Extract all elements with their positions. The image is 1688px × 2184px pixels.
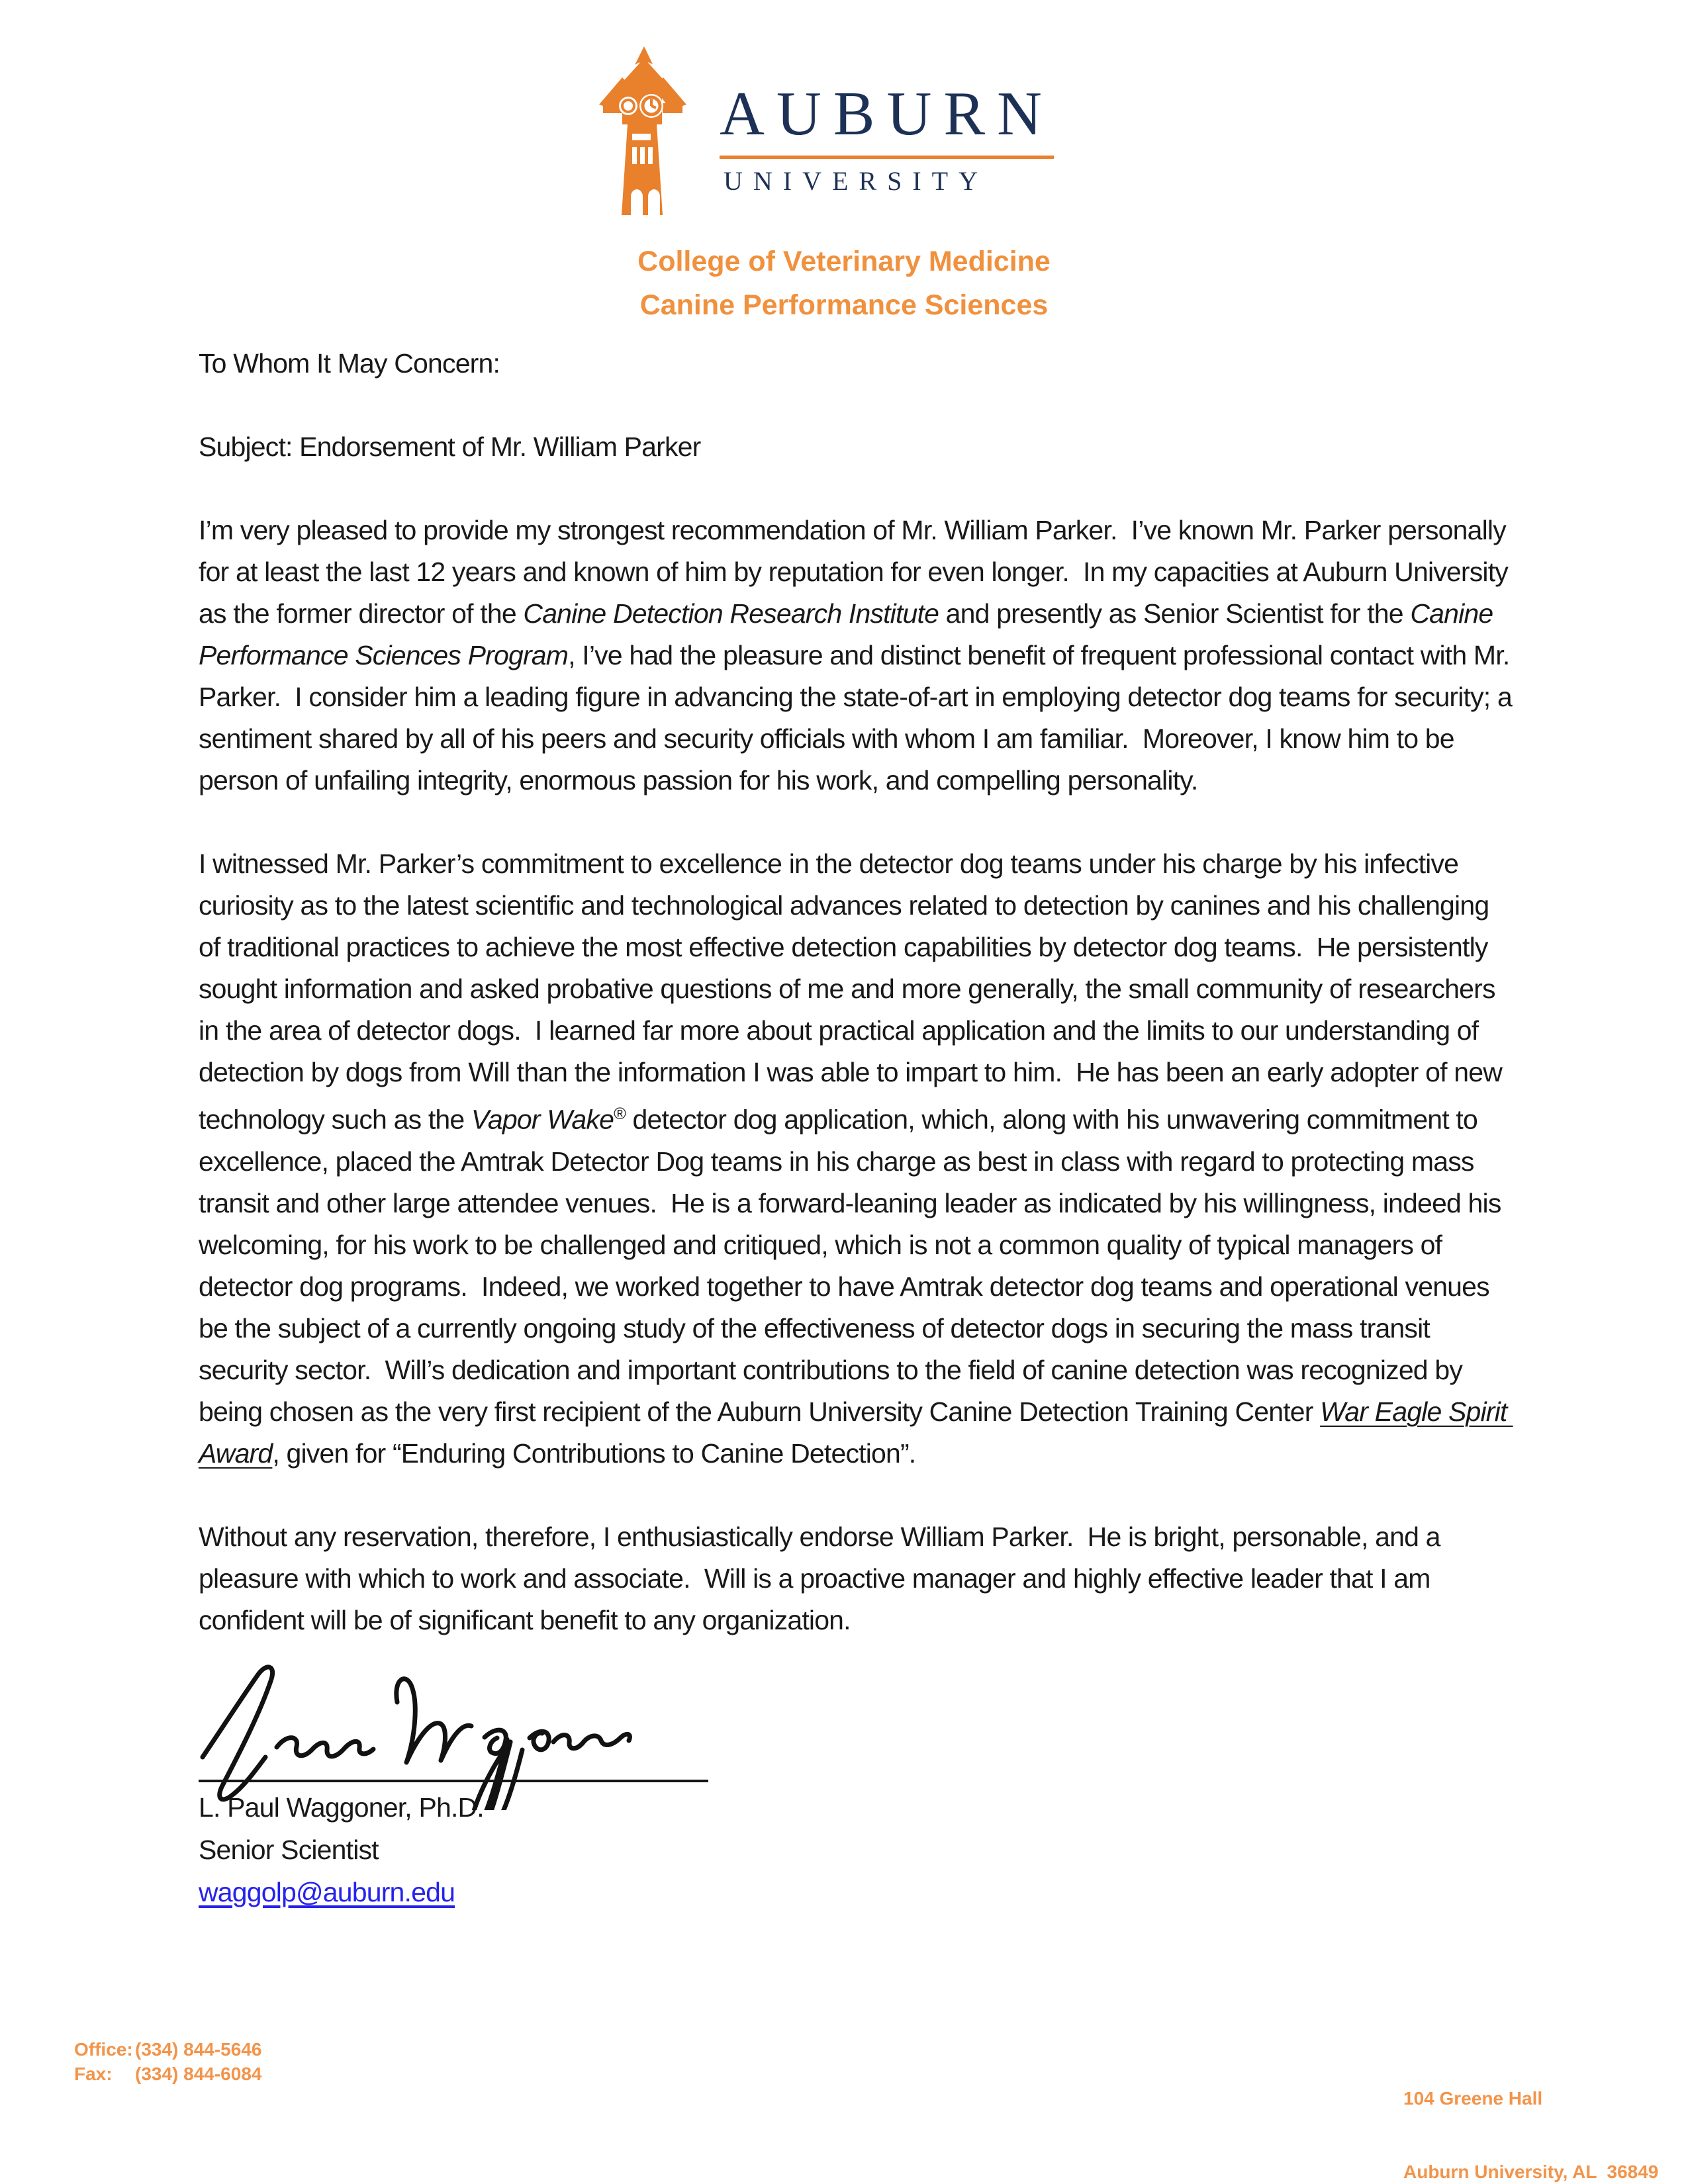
address-line1: 104 Greene Hall [1403, 2088, 1543, 2109]
handwritten-signature-icon [191, 1655, 641, 1810]
college-heading [0, 240, 1688, 327]
fax-phone: (334) 844-6084 [135, 2064, 262, 2084]
clock-tower-icon [592, 46, 693, 215]
salutation: To Whom It May Concern: [199, 348, 500, 379]
footer-address [1403, 2037, 1658, 2184]
college-line2: Canine Performance Sciences [639, 289, 1049, 321]
office-phone: (334) 844-5646 [135, 2039, 262, 2060]
signer-title: Senior Scientist [199, 1834, 379, 1865]
signer-email [199, 1871, 1516, 1913]
email-link[interactable]: waggolp@auburn.edu [199, 1876, 455, 1907]
paragraph: I witnessed Mr. Parker’s commitment to excellence in the detector dog teams under his charge by his infective curiosity as to the latest scientific and technological advances related to detection by canines and his challenging of traditional practices to achieve the most effective detection capabilities by detector dog teams. He persistently sought information and asked probative questions of me and more generally, the small community of researchers in the area of detector dogs. I learned far more about practical application and the limits to our understanding of detection by dogs from Will than the information I was able to impart to him. He has been an early adopter of new technology such as the Vapor Wake® detector dog application, which, along with his unwavering commitment to excellence, placed the Amtrak Detector Dog teams in his charge as best in class with regard to protecting mass transit and other large attendee venues. He is a forward-leaning leader as indicated by his willingness, indeed his welcoming, for his work to be challenged and critiqued, which is not a common quality of typical managers of detector dog programs. Indeed, we worked together to have Amtrak detector dog teams and operational venues be the subject of a currently ongoing study of the effectiveness of detector dogs in securing the mass transit security sector. Will’s dedication and important contributions to the field of canine detection was recognized by being chosen as the very first recipient of the Auburn University Canine Detection Training Center War Eagle Spirit Award, given for “Enduring Contributions to Canine Detection”. [199, 848, 1513, 1469]
office-label: Office: [74, 2039, 133, 2060]
fax-label: Fax: [74, 2064, 113, 2084]
footer-contact [74, 2037, 261, 2086]
paragraphs [199, 510, 1519, 1641]
address-line2: Auburn University, AL 36849 [1403, 2161, 1659, 2182]
footer-fax-row [74, 2062, 261, 2086]
wordmark-divider [720, 156, 1054, 159]
signer-name: L. Paul Waggoner, Ph.D. [199, 1792, 484, 1823]
wordmark-university: UNIVERSITY [724, 166, 988, 196]
letterhead [592, 46, 1054, 215]
paragraph: Without any reservation, therefore, I enthusiastically endorse William Parker. He is bright, personable, and a pleasure with which to work and associate. Will is a proactive manager and highly effective leader that I am confident will be of significant benefit to any organization. [199, 1521, 1448, 1635]
footer-office-row [74, 2037, 261, 2062]
university-wordmark [720, 79, 1054, 196]
paragraph: I’m very pleased to provide my strongest recommendation of Mr. William Parker. I’ve known Mr. Parker personally for at least the last 12 years and known of him by reputation for even longer. In my capacities at Auburn University as the former director of the Canine Detection Research Institute and presently as Senior Scientist for the Canine Performance Sciences Program, I’ve had the pleasure and distinct benefit of frequent professional contact with Mr. Parker. I consider him a leading figure in advancing the state-of-art in employing detector dog teams for security; a sentiment shared by all of his peers and security officials with whom I am familiar. Moreover, I know him to be person of unfailing integrity, enormous passion for his work, and compelling personality. [199, 515, 1519, 796]
letter-body [199, 343, 1519, 1913]
signature-block [199, 1683, 1516, 1782]
signature-line [199, 1780, 708, 1782]
subject-line: Subject: Endorsement of Mr. William Parker [199, 432, 701, 462]
college-line1: College of Veterinary Medicine [637, 246, 1051, 277]
wordmark-auburn: AUBURN [720, 79, 1054, 148]
